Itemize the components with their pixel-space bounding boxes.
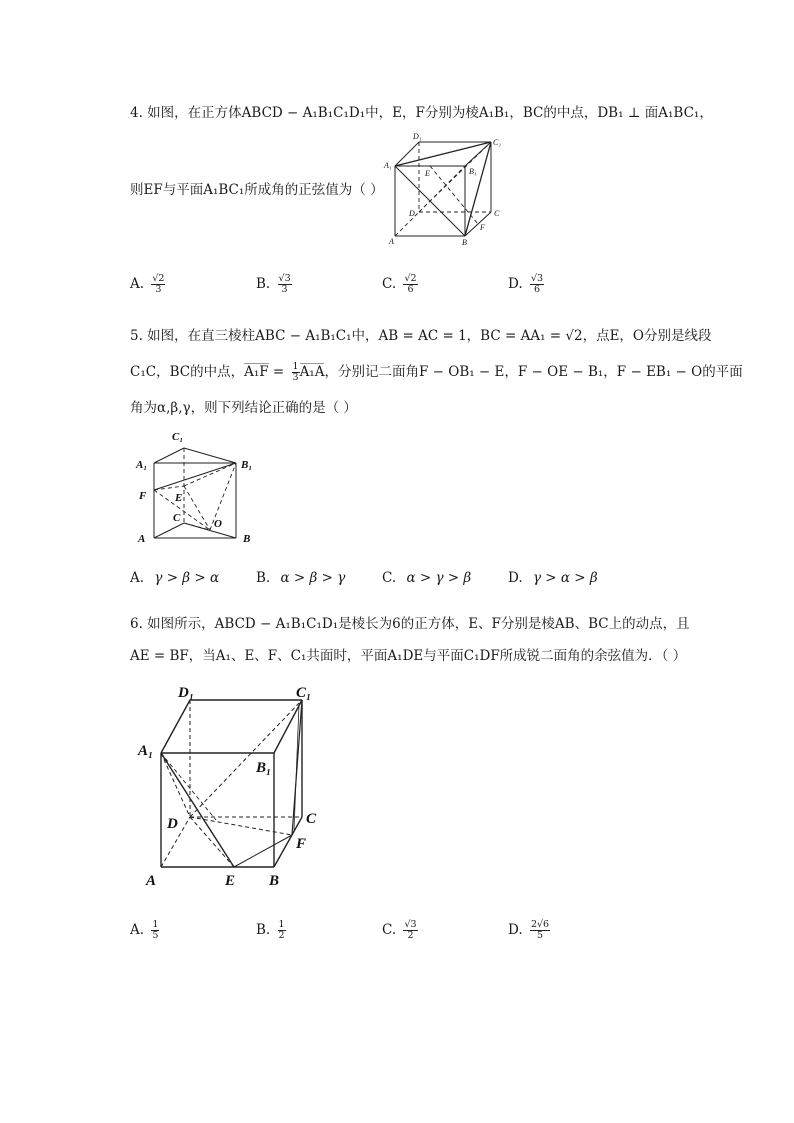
q6-fig-label-d: D xyxy=(167,816,178,832)
q6-option-b[interactable] xyxy=(256,920,286,941)
q5-prism-figure xyxy=(132,428,267,548)
fraction: $\frac{√2}{6}$ xyxy=(404,273,417,295)
fraction: $\frac{1}{5}$ xyxy=(152,919,159,941)
q5-fig-label-b: B xyxy=(243,533,251,545)
q5-line2-a: C₁C，BC的中点， xyxy=(130,364,245,380)
q5-fig-label-a1: A₁ xyxy=(136,459,148,471)
q4-fig-label-a: A xyxy=(389,237,394,246)
option-text: γ > β > α xyxy=(154,570,220,586)
q5-vec-a1a: A₁A xyxy=(299,364,325,380)
q4-fig-label-c: C xyxy=(494,209,500,218)
fraction: $\frac{1}{2}$ xyxy=(278,919,285,941)
q6-fig-label-d1: D₁ xyxy=(178,685,195,701)
fraction: $\frac{√3}{3}$ xyxy=(278,273,291,295)
q6-option-d[interactable] xyxy=(508,920,550,941)
q4-stem-line1: 4. 如图，在正方体ABCD − A₁B₁C₁D₁中，E，F分别为棱A₁B₁，BC的中点，DB₁ ⊥ 面A₁BC₁， xyxy=(130,105,713,121)
q5-fig-label-c1: C₁ xyxy=(172,431,184,443)
q5-fig-label-b1: B₁ xyxy=(241,459,253,471)
fraction: $\frac{√3}{2}$ xyxy=(404,919,417,941)
q4-fig-label-d: D xyxy=(409,209,415,218)
q4-fig-label-b1: B₁ xyxy=(469,167,477,176)
q4-fig-label-b: B xyxy=(462,238,467,247)
q6-cube-figure xyxy=(136,680,326,890)
q5-fig-label-c: C xyxy=(173,512,181,524)
q4-cube-figure xyxy=(383,130,513,245)
q6-fig-label-e: E xyxy=(225,873,236,889)
q6-fig-label-c: C xyxy=(306,811,317,827)
option-letter: C. xyxy=(382,276,397,292)
q5-stem-line1: 5. 如图，在直三棱柱ABC − A₁B₁C₁中，AB = AC = 1，BC = AA₁ = √2，点E，O分别是线段 xyxy=(130,328,712,344)
option-text: γ > α > β xyxy=(532,570,598,586)
q6-fig-label-a: A xyxy=(146,873,157,889)
option-text: α > β > γ xyxy=(280,570,346,586)
q5-fig-label-o: O xyxy=(214,518,222,530)
q4-stem-line2: 则EF与平面A₁BC₁所成角的正弦值为（ ） xyxy=(130,182,384,198)
q6-stem-line2: AE = BF，当A₁、E、F、C₁共面时，平面A₁DE与平面C₁DF所成锐二面角的余弦值为．（ ） xyxy=(130,648,687,664)
option-letter: D. xyxy=(508,922,523,938)
q5-vec-a1f: A₁F xyxy=(244,364,269,380)
q6-fig-label-f: F xyxy=(296,836,307,852)
q5-stem-line2 xyxy=(130,362,743,383)
q5-option-c[interactable] xyxy=(382,570,471,586)
q5-fig-label-f: F xyxy=(139,490,147,502)
option-letter: C. xyxy=(382,570,397,586)
option-letter: D. xyxy=(508,570,523,586)
q4-fig-label-f: F xyxy=(480,223,485,232)
q4-fig-label-c1: C₁ xyxy=(493,138,502,147)
q4-option-d[interactable] xyxy=(508,274,544,295)
q5-option-d[interactable] xyxy=(508,570,598,586)
option-letter: B. xyxy=(256,276,271,292)
option-letter: A. xyxy=(130,922,145,938)
q5-fig-label-e: E xyxy=(175,492,183,504)
q5-stem-line3: 角为α,β,γ，则下列结论正确的是（ ） xyxy=(130,400,357,416)
option-letter: A. xyxy=(130,570,145,586)
option-letter: D. xyxy=(508,276,523,292)
fraction: $\frac{√2}{3}$ xyxy=(152,273,165,295)
option-letter: A. xyxy=(130,276,145,292)
q4-option-b[interactable] xyxy=(256,274,292,295)
q4-fig-label-d1: D₁ xyxy=(413,132,422,141)
q4-fig-label-a1: A₁ xyxy=(384,161,392,170)
q6-fig-label-a1: A₁ xyxy=(138,743,154,759)
q4-fig-label-e: E xyxy=(425,169,430,178)
q6-fig-label-c1: C₁ xyxy=(296,685,312,701)
option-letter: B. xyxy=(256,922,271,938)
q5-option-b[interactable] xyxy=(256,570,345,586)
q6-option-c[interactable] xyxy=(382,920,418,941)
q5-option-a[interactable] xyxy=(130,570,219,586)
q5-eq: = xyxy=(268,364,289,380)
option-text: α > γ > β xyxy=(406,570,472,586)
q6-option-a[interactable] xyxy=(130,920,159,941)
q4-option-c[interactable] xyxy=(382,274,418,295)
q5-frac-one-third: $\frac{1}{3}$ xyxy=(292,361,299,383)
q6-fig-label-b1: B₁ xyxy=(256,760,272,776)
q6-fig-label-b: B xyxy=(269,873,280,889)
q4-option-a[interactable] xyxy=(130,274,165,295)
fraction: $\frac{√3}{6}$ xyxy=(530,273,544,295)
option-letter: C. xyxy=(382,922,397,938)
fraction: $\frac{2√6}{5}$ xyxy=(530,919,550,941)
q5-line2-b: ，分别记二面角F − OB₁ − E，F − OE − B₁，F − EB₁ − O的平面 xyxy=(324,364,743,380)
q5-fig-label-a: A xyxy=(138,533,146,545)
q6-stem-line1: 6. 如图所示，ABCD − A₁B₁C₁D₁是棱长为6的正方体，E、F分别是棱AB、BC上的动点，且 xyxy=(130,616,690,632)
option-letter: B. xyxy=(256,570,271,586)
